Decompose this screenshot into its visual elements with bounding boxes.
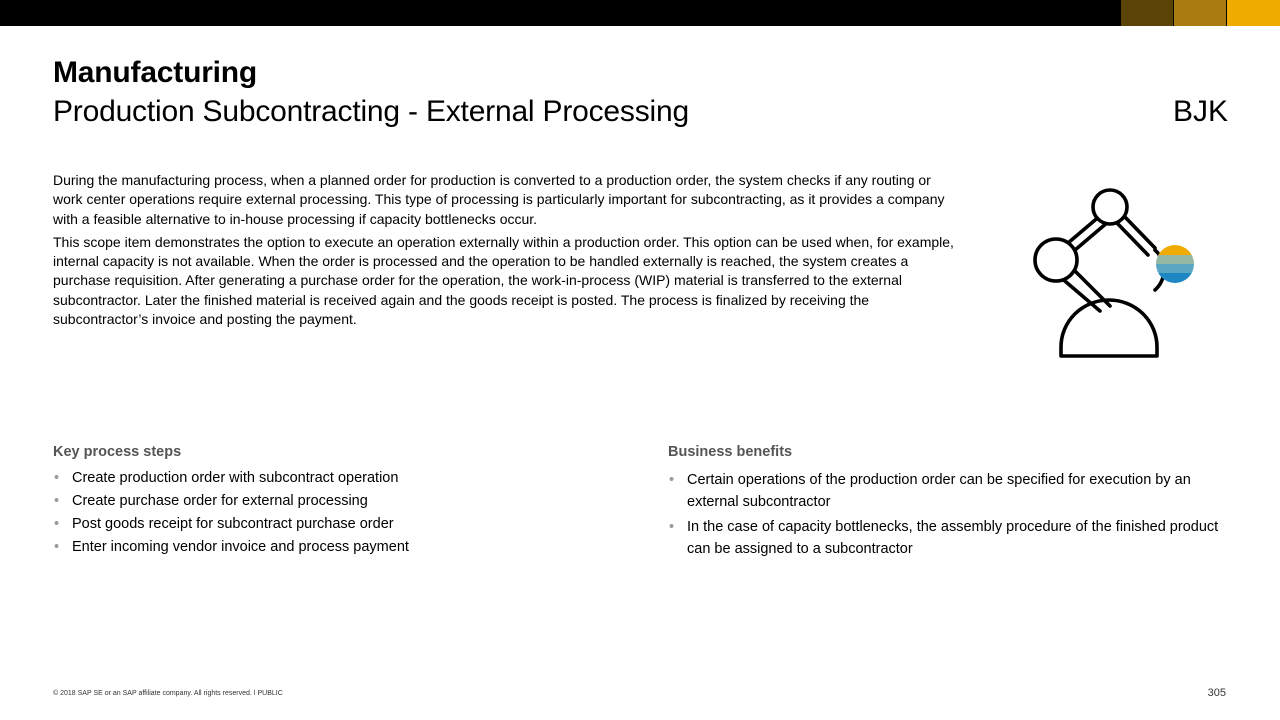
intro-paragraph: This scope item demonstrates the option to execute an operation externally within a production order. This option can be used when, for example, internal capacity is not available. When the order is processed and the operation to be handled externally is reached, the system creates a purchase requisition. After generating a purchase order for the operation, the work-in-process (WIP) material is transferred to the external subcontractor. Later the finished material is received again and the goods receipt is posted. The process is finalized by receiving the subcontractor’s invoice and posting the payment. bbox=[53, 233, 954, 328]
accent-swatch-mid bbox=[1174, 0, 1226, 26]
list-item bbox=[53, 469, 593, 488]
list-item-text: Post goods receipt for subcontract purchase order bbox=[72, 516, 394, 532]
list-item bbox=[53, 515, 593, 534]
bullet-icon: • bbox=[54, 493, 60, 509]
page-title: Manufacturing bbox=[53, 56, 258, 89]
list-item bbox=[53, 538, 593, 557]
key-steps-heading: Key process steps bbox=[53, 444, 182, 460]
robotic-arm-icon bbox=[1018, 178, 1208, 368]
bullet-icon: • bbox=[669, 472, 675, 488]
list-item bbox=[668, 516, 1238, 560]
list-item-text: Enter incoming vendor invoice and process payment bbox=[72, 539, 409, 555]
bullet-icon: • bbox=[669, 519, 675, 535]
list-item bbox=[668, 469, 1238, 513]
copyright-notice: © 2018 SAP SE or an SAP affiliate company. All rights reserved. ǀ PUBLIC bbox=[53, 690, 283, 697]
list-item-text: Create production order with subcontract operation bbox=[72, 470, 399, 486]
accent-swatch-light bbox=[1227, 0, 1280, 26]
top-accent-bar bbox=[0, 0, 1280, 26]
benefits-heading: Business benefits bbox=[668, 444, 793, 460]
key-process-steps bbox=[53, 444, 593, 561]
bullet-icon: • bbox=[54, 516, 60, 532]
list-item-text: Create purchase order for external processing bbox=[72, 493, 368, 509]
business-benefits bbox=[668, 444, 1238, 563]
bullet-icon: • bbox=[54, 539, 60, 555]
bullet-icon: • bbox=[54, 470, 60, 486]
list-item-text: Certain operations of the production order can be specified for execution by an external subcontractor bbox=[687, 472, 1191, 510]
intro-text bbox=[53, 171, 958, 333]
key-steps-list bbox=[53, 469, 593, 557]
page-subtitle: Production Subcontracting - External Processing bbox=[53, 95, 689, 128]
list-item bbox=[53, 492, 593, 511]
page-number: 305 bbox=[1207, 687, 1226, 699]
list-item-text: In the case of capacity bottlenecks, the assembly procedure of the finished product can be assigned to a subcontractor bbox=[687, 519, 1219, 557]
ball-icon bbox=[1156, 245, 1194, 283]
intro-paragraph: During the manufacturing process, when a planned order for production is converted to a production order, the system checks if any routing or work center operations require external processing. This type of processing is particularly important for subcontracting, as it provides a company with a feasible alternative to in-house processing if capacity bottlenecks occur. bbox=[53, 172, 945, 227]
benefits-list bbox=[668, 469, 1238, 560]
scope-item-code: BJK bbox=[1172, 95, 1228, 128]
accent-swatch-dark bbox=[1121, 0, 1173, 26]
